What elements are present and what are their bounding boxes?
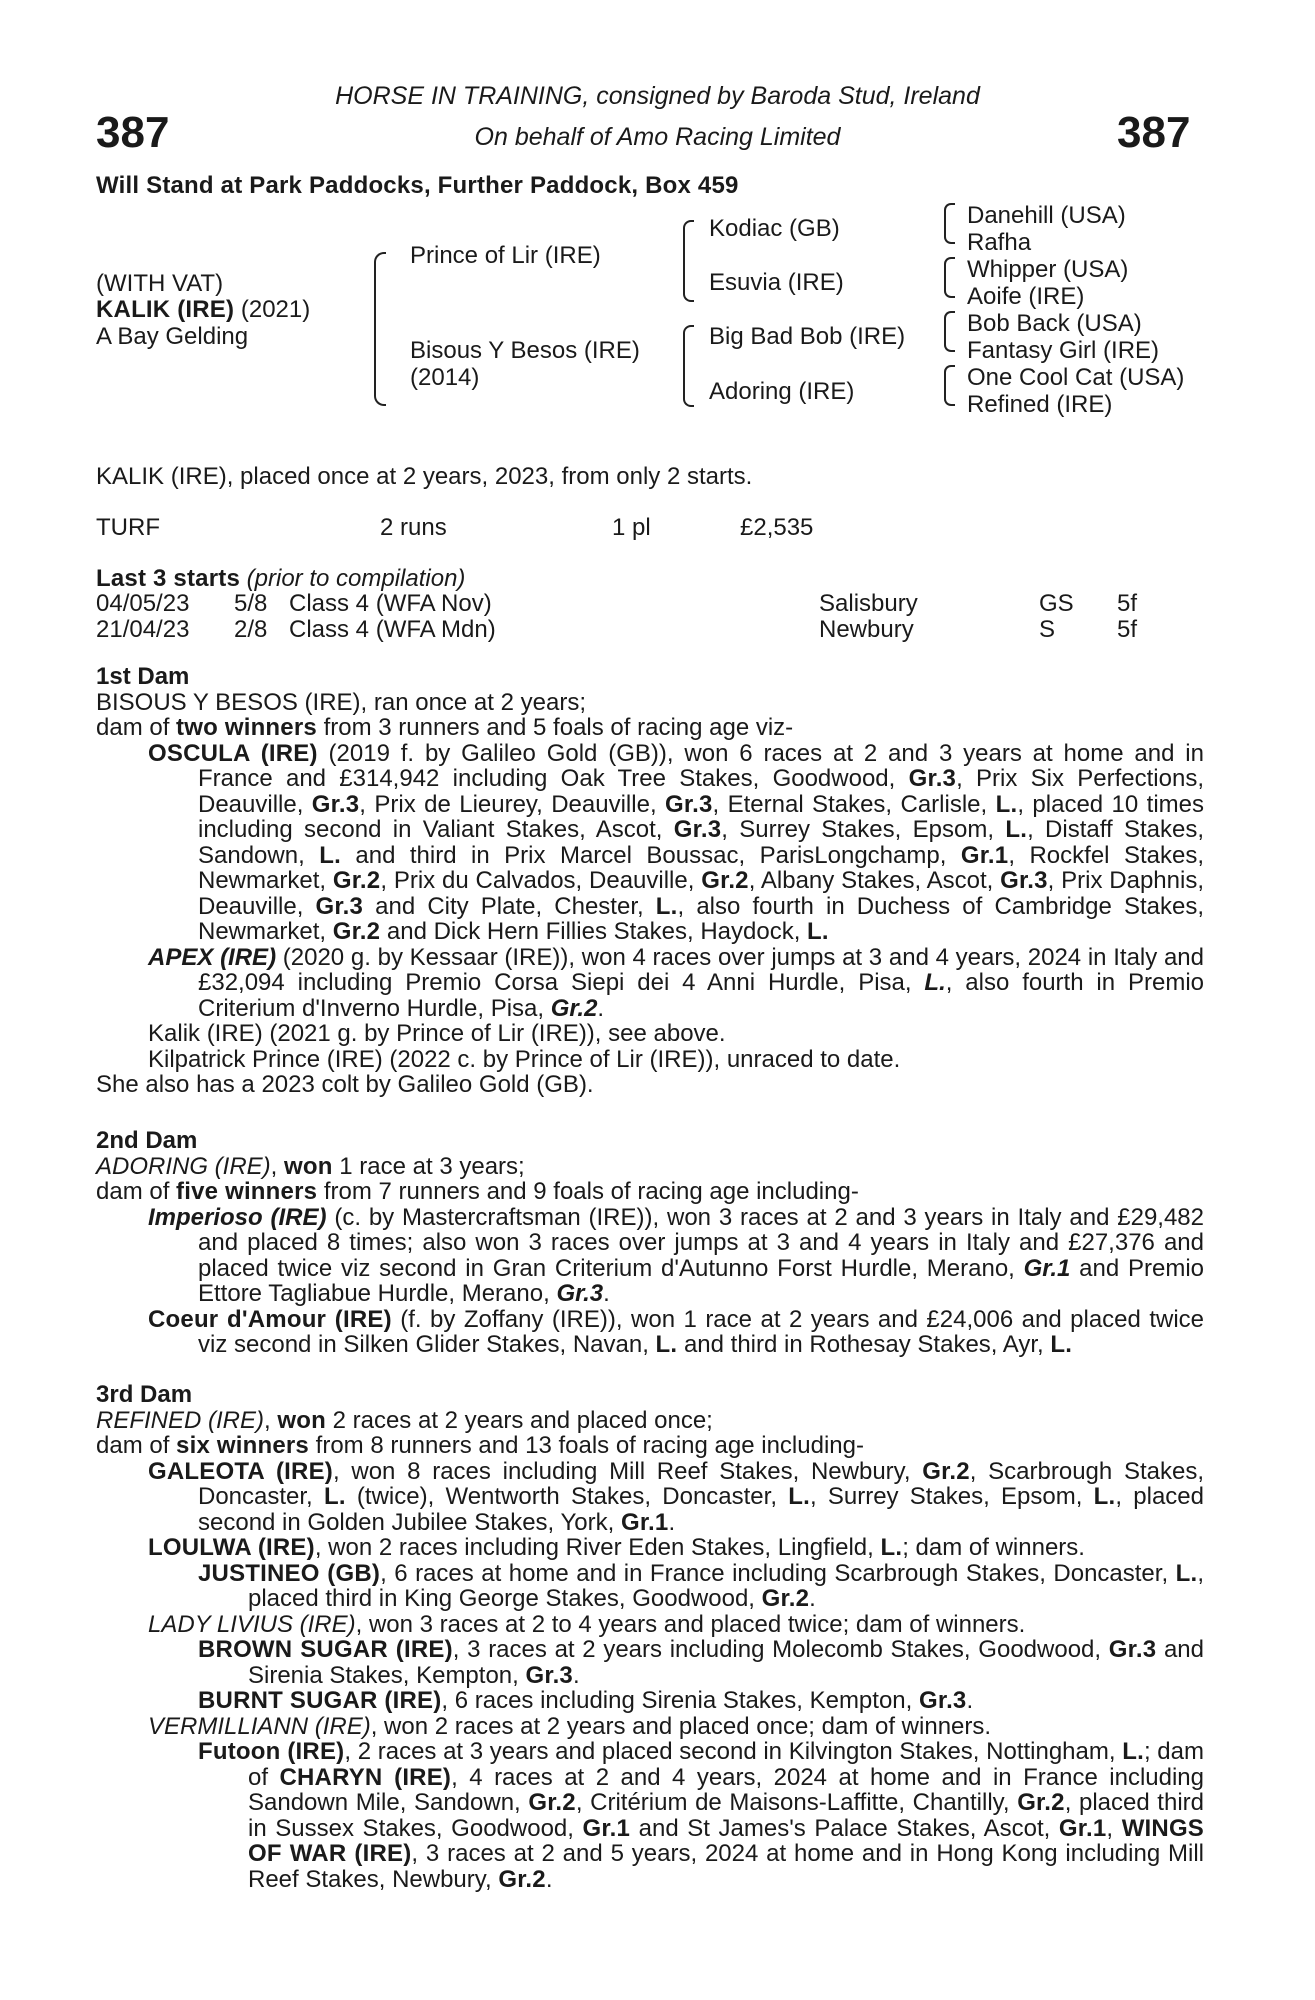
start-distance: 5f xyxy=(1117,590,1138,617)
oscula-entry: OSCULA (IRE) (2019 f. by Galileo Gold (GB)), won 6 races at 2 and 3 years at home and in France and £314,942 including Oak Tree Stakes, Goodwood, Gr.3, Prix Six Perfections, Deauville, Gr.3, Prix de Lieurey, Deauville, Gr.3, Eternal Stakes, Carlisle, L., placed 10 times including second in Valiant Stakes, Ascot, Gr.3, Surrey Stakes, Epsom, L., Distaff Stakes, Sandown, L. and third in Prix Marcel Boussac, ParisLongchamp, Gr.1, Rockfel Stakes, Newmarket, Gr.2, Prix du Calvados, Deauville, Gr.2, Albany Stakes, Ascot, Gr.3, Prix Daphnis, Deauville, Gr.3 and City Plate, Chester, L., also fourth in Duchess of Cambridge Stakes, Newmarket, Gr.2 and Dick Hern Fillies Stakes, Haydock, L. xyxy=(148,739,1204,945)
first-dam-section xyxy=(96,664,1204,1098)
start-going: S xyxy=(1039,616,1056,643)
second-dam-heading: 2nd Dam xyxy=(96,1127,198,1154)
loulwa-entry: LOULWA (IRE), won 2 races including River Eden Stakes, Lingfield, L.; dam of winners. xyxy=(148,1534,1085,1561)
record-runs: 2 runs xyxy=(380,514,447,541)
start-course: Salisbury xyxy=(819,590,918,617)
pedigree-brace-g1 xyxy=(944,203,955,244)
race-summary: KALIK (IRE), placed once at 2 years, 2023, from only 2 starts. xyxy=(96,463,753,490)
kalik-entry: Kalik (IRE) (2021 g. by Prince of Lir (IRE)), see above. xyxy=(148,1020,726,1047)
start-date: 21/04/23 xyxy=(96,616,190,643)
pedigree-brace-dam xyxy=(683,325,694,407)
lady-livius-entry: LADY LIVIUS (IRE), won 3 races at 2 to 4 years and placed twice; dam of winners. xyxy=(148,1610,1026,1638)
last-starts-note: (prior to compilation) xyxy=(246,565,466,592)
horse-name: KALIK (IRE) xyxy=(96,296,235,323)
stand-location: Will Stand at Park Paddocks, Further Paddock, Box 459 xyxy=(96,172,739,199)
second-dam-progeny-summary: dam of five winners from 7 runners and 9 foals of racing age including- xyxy=(96,1178,859,1205)
kilpatrick-entry: Kilpatrick Prince (IRE) (2022 c. by Prince of Lir (IRE)), unraced to date. xyxy=(148,1045,901,1073)
pedigree-brace-g4 xyxy=(944,365,955,406)
on-behalf-line: On behalf of Amo Racing Limited xyxy=(474,123,841,151)
start-course: Newbury xyxy=(819,616,914,643)
pedigree-gg3: Whipper (USA) xyxy=(967,256,1129,283)
start-race: Class 4 (WFA Mdn) xyxy=(289,616,496,643)
consignor-line: HORSE IN TRAINING, consigned by Baroda Stud, Ireland xyxy=(335,82,980,110)
pedigree-sire-dam: Esuvia (IRE) xyxy=(709,269,844,296)
pedigree-brace-g2 xyxy=(944,257,955,298)
horse-description: A Bay Gelding xyxy=(96,323,249,350)
pedigree-gg8: Refined (IRE) xyxy=(967,391,1113,418)
pedigree-sire: Prince of Lir (IRE) xyxy=(410,242,601,269)
pedigree-gg1: Danehill (USA) xyxy=(967,202,1126,229)
third-dam-section xyxy=(96,1382,1204,1892)
record-earnings: £2,535 xyxy=(740,514,814,541)
pedigree-dam: Bisous Y Besos (IRE) xyxy=(410,337,640,364)
apex-entry: APEX (IRE) (2020 g. by Kessaar (IRE)), won 4 races over jumps at 3 and 4 years, 2024 in Italy and £32,094 including Premio Corsa Siepi dei 4 Anni Hurdle, Pisa, L., also fourth in Premio Criterium d'Inverno Hurdle, Pisa, Gr.2. xyxy=(148,943,1205,1022)
second-dam-intro: ADORING (IRE), won 1 race at 3 years; xyxy=(96,1152,525,1180)
third-dam-heading: 3rd Dam xyxy=(96,1381,193,1408)
pedigree-brace-main xyxy=(374,252,386,406)
pedigree-sire-sire: Kodiac (GB) xyxy=(709,215,840,242)
galeota-entry: GALEOTA (IRE), won 8 races including Mill Reef Stakes, Newbury, Gr.2, Scarbrough Stakes, Doncaster, L. (twice), Wentworth Stakes, Doncaster, L., Surrey Stakes, Epsom, L., placed second in Golden Jubilee Stakes, York, Gr.1. xyxy=(148,1457,1204,1536)
futoon-entry: Futoon (IRE), 2 races at 3 years and placed second in Kilvington Stakes, Nottingham, L.; dam of CHARYN (IRE), 4 races at 2 and 4 years, 2024 at home and in France including Sandown Mile, Sandown, Gr.2, Critérium de Maisons-Laffitte, Chantilly, Gr.2, placed third in Sussex Stakes, Goodwood, Gr.1 and St James's Palace Stakes, Ascot, Gr.1, WINGS OF WAR (IRE), 3 races at 2 and 5 years, 2024 at home and in Hong Kong including Mill Reef Stakes, Newbury, Gr.2. xyxy=(198,1738,1205,1893)
pedigree-dam-dam: Adoring (IRE) xyxy=(709,378,855,405)
third-dam-intro: REFINED (IRE), won 2 races at 2 years and placed once; xyxy=(96,1406,713,1434)
vat-note: (WITH VAT) xyxy=(96,270,224,297)
third-dam-progeny-summary: dam of six winners from 8 runners and 13 foals of racing age including- xyxy=(96,1432,864,1459)
start-going: GS xyxy=(1039,590,1074,617)
first-dam-heading: 1st Dam xyxy=(96,663,190,690)
coeur-damour-entry: Coeur d'Amour (IRE) (f. by Zoffany (IRE)), won 1 race at 2 years and £24,006 and placed twice viz second in Silken Glider Stakes, Navan, L. and third in Rothesay Stakes, Ayr, L. xyxy=(148,1305,1204,1358)
pedigree-dam-sire: Big Bad Bob (IRE) xyxy=(709,323,906,350)
justineo-entry: JUSTINEO (GB), 6 races at home and in France including Scarbrough Stakes, Doncaster, L., placed third in King George Stakes, Goodwood, Gr.2. xyxy=(198,1559,1205,1612)
pedigree-brace-sire xyxy=(683,220,694,302)
imperioso-entry: Imperioso (IRE) (c. by Mastercraftsman (IRE)), won 3 races at 2 and 3 years in Italy and £29,482 and placed 8 times; also won 3 races over jumps at 3 and 4 years in Italy and £27,376 and placed twice viz second in Gran Criterium d'Autunno Forst Hurdle, Merano, Gr.1 and Premio Ettore Tagliabue Hurdle, Merano, Gr.3. xyxy=(148,1203,1204,1307)
first-dam-also: She also has a 2023 colt by Galileo Gold (GB). xyxy=(96,1071,594,1098)
start-distance: 5f xyxy=(1117,616,1138,643)
record-surface: TURF xyxy=(96,514,160,541)
first-dam-intro: BISOUS Y BESOS (IRE), ran once at 2 years; xyxy=(96,688,586,716)
second-dam-section xyxy=(96,1128,1204,1358)
lot-number-right: 387 xyxy=(1117,108,1191,157)
horse-title xyxy=(96,296,310,324)
pedigree-gg6: Fantasy Girl (IRE) xyxy=(967,337,1160,364)
pedigree-brace-g3 xyxy=(944,311,955,352)
start-date: 04/05/23 xyxy=(96,590,190,617)
start-position: 2/8 xyxy=(234,616,268,643)
pedigree-dam-year: (2014) xyxy=(410,364,480,391)
brown-sugar-entry: BROWN SUGAR (IRE), 3 races at 2 years including Molecomb Stakes, Goodwood, Gr.3 and Sirenia Stakes, Kempton, Gr.3. xyxy=(198,1636,1204,1689)
start-position: 5/8 xyxy=(234,590,268,617)
lot-number-left: 387 xyxy=(96,108,170,157)
last-starts-title: Last 3 starts xyxy=(96,565,240,592)
burnt-sugar-entry: BURNT SUGAR (IRE), 6 races including Sirenia Stakes, Kempton, Gr.3. xyxy=(198,1687,974,1714)
horse-year: (2021) xyxy=(240,296,311,323)
last-starts-heading xyxy=(96,565,465,593)
pedigree-gg4: Aoife (IRE) xyxy=(967,283,1085,310)
vermilliann-entry: VERMILLIANN (IRE), won 2 races at 2 years and placed once; dam of winners. xyxy=(148,1712,992,1740)
first-dam-progeny-summary: dam of two winners from 3 runners and 5 foals of racing age viz- xyxy=(96,714,794,741)
record-placings: 1 pl xyxy=(612,514,651,541)
pedigree-gg2: Rafha xyxy=(967,229,1032,256)
pedigree-gg5: Bob Back (USA) xyxy=(967,310,1142,337)
start-race: Class 4 (WFA Nov) xyxy=(289,590,492,617)
pedigree-gg7: One Cool Cat (USA) xyxy=(967,364,1185,391)
